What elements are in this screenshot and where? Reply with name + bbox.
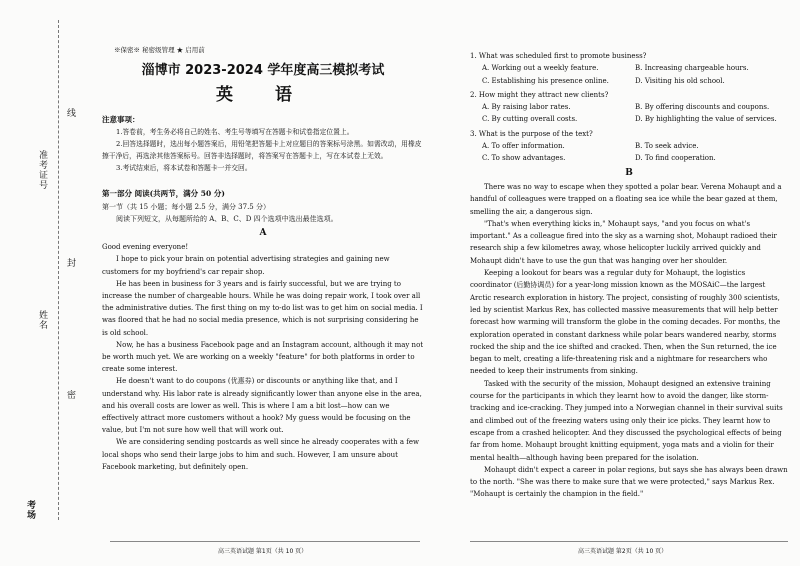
option-b: B. To seek advice. [635, 142, 699, 151]
option-a: A. By raising labor rates. [482, 103, 571, 112]
passage-paragraph: I hope to pick your brain on potential advertising strategies and gaining new customers for my boyfriend's car repair shop. [102, 255, 390, 276]
option-a: A. To offer information. [482, 142, 565, 151]
subject-title: 英 语 [216, 85, 310, 106]
note-item: 2.回答选择题时，选出每小题答案后，用铅笔把答题卡上对应题目的答案标号涂黑。如需改动，用橡皮擦干净后，再选涂其他答案标号。回答非选择题时，将答案写在答题卡上，写在本试卷上无效。 [102, 140, 422, 161]
passage-paragraph: Mohaupt didn't expect a career in polar regions, but says she has always been drawn to the north. "She was there to make sure that we were protected," says Markus Rex. "Mohaupt is certainly the champion in the field." [470, 465, 788, 499]
part-title: 第一部分 阅读(共两节，满分 50 分) [102, 189, 225, 199]
option-b: B. Increasing chargeable hours. [635, 64, 749, 73]
binding-line [58, 20, 59, 520]
notes-heading: 注意事项： [102, 115, 140, 125]
passage-paragraph: Now, he has a business Facebook page and an Instagram account, although it may not be worth much yet. We are working on a weekly "feature" for both platforms in order to create some interest. [102, 340, 424, 374]
confidential-label: ★ 启用前 [176, 46, 205, 54]
confidential-marker [114, 44, 424, 56]
passage-paragraph: Tasked with the security of the mission, Mohaupt designed an extensive training course for the participants in which they learnt how to avoid the danger, like storm-tracking and ice-cracking. They jumped into a Norwegian channel in their survival suits and climbed out of the freezing waters using only their ice picks. They learnt how to escape from a crashed helicopter. And they discussed the psychological effects of being far from home. Mohaupt brought knitting equipment, yoga mats and a violin for their mental health—although having been prepared for the isolation. [470, 379, 783, 462]
option-a: A. Working out a weekly feature. [482, 64, 599, 73]
name-label: 姓名 [37, 310, 47, 330]
passage-label: A [259, 228, 267, 239]
exam-title: 淄博市 2023-2024 学年度高三模拟考试 [141, 63, 385, 79]
passage-paragraph: He has been in business for 3 years and is fairly successful, but we are trying to increase the number of chargeable hours. While he was doing repair work, I took over all the administrative duties. The first thing on my to-do list was to get him on social media. I was floored that he had no social media presence, which is not surprising considering he is old school. [102, 279, 423, 337]
option-group [482, 101, 788, 126]
note-item: 1.答卷前，考生务必将自己的姓名、考生号等填写在答题卡和试卷指定位置上。 [116, 128, 354, 137]
seal-mark-top: 线 [65, 108, 75, 118]
exam-room-label: 考场 [25, 500, 35, 520]
option-group [482, 140, 788, 165]
question-stem: 1. What was scheduled first to promote business? [470, 52, 647, 60]
binding-margin [0, 0, 100, 566]
passage-paragraph: He doesn't want to do coupons (优惠券) or discounts or anything like that, and I understand why. His labor rate is already significantly lower than anyone else in the area, and his overall costs are lower as well. This is where I am a bit lost—how can we effectively attract more customers without a hook? My guess would be focusing on the value, but I'm not sure how well that will work out. [102, 377, 422, 435]
option-c: C. To show advantages. [482, 154, 566, 163]
passage-paragraph: There was no way to escape when they spotted a polar bear. Verena Mohaupt and a handful of colleagues were trapped on a floating sea ice while the bear gazed at them, smelling the air, a dangerous sign. [470, 182, 782, 216]
section-title: 第一节（共 15 小题；每小题 2.5 分，满分 37.5 分） [102, 202, 270, 211]
page-2-footer: 高三英语试题 第2页（共 10 页） [578, 548, 668, 555]
option-d: D. By highlighting the value of services. [635, 115, 777, 124]
footer-rule-right [470, 541, 788, 542]
passage-label: B [625, 167, 633, 178]
option-d: D. Visiting his old school. [635, 76, 725, 85]
question-stem: 3. What is the purpose of the text? [470, 129, 593, 138]
option-c: C. By cutting overall costs. [482, 115, 578, 124]
option-b: B. By offering discounts and coupons. [635, 103, 770, 112]
option-d: D. To find cooperation. [635, 154, 716, 163]
section-instruction: 阅读下列短文，从每题所给的 A、B、C、D 四个选项中选出最佳选项。 [116, 214, 338, 223]
passage-paragraph: We are considering sending postcards as well since he already cooperates with a few local shops who send their large jobs to him and such. However, I am unsure about Facebook marketing, but definitely open. [102, 438, 420, 471]
option-c: C. Establishing his presence online. [482, 76, 609, 85]
option-group [482, 62, 788, 87]
page-2 [470, 50, 788, 501]
footer-rule-left [110, 541, 420, 542]
seal-mark-middle: 封 [65, 258, 75, 268]
seal-mark-bottom: 密 [65, 390, 75, 400]
question-stem: 2. How might they attract new clients? [470, 90, 609, 99]
confidential-prefix: ※保密※ 秘密级管理 [114, 46, 175, 54]
passage-paragraph: "That's when everything kicks in," Mohaupt says, "and you focus on what's important." As a colleague fired into the sky as a warning shot, Mohaupt radioed their research ship a few kilometres away, whose helicopter luckily arrived quickly and Mohaupt didn't have to use the gun that was hanging over her shoulder. [470, 219, 777, 265]
passage-paragraph: Good evening everyone! [102, 243, 189, 252]
passage-paragraph: Keeping a lookout for bears was a regular duty for Mohaupt, the logistics coordinator (后勤协调员) for a year-long mission known as the MOSAiC—the largest Arctic research exploration in history. The project, consisting of roughly 300 scientists, led by scientist Markus Rex, has collected massive measurements that will help better forecast how warming will transform the globe in the coming decades. For months, the exploration operated in constant darkness while polar bears wandered nearby, storms rocked the ship and the ice shifted and cracked. Then, when the Sun returned, the ice began to melt, creating a life-threatening risk and a nightmare for researchers who needed to keep their instruments from sinking. [470, 269, 781, 376]
page-1 [102, 44, 424, 473]
note-item: 3.考试结束后，将本试卷和答题卡一并交回。 [116, 164, 252, 173]
page-1-footer: 高三英语试题 第1页（共 10 页） [218, 548, 308, 555]
candidate-id-label: 准考证号 [37, 150, 47, 190]
